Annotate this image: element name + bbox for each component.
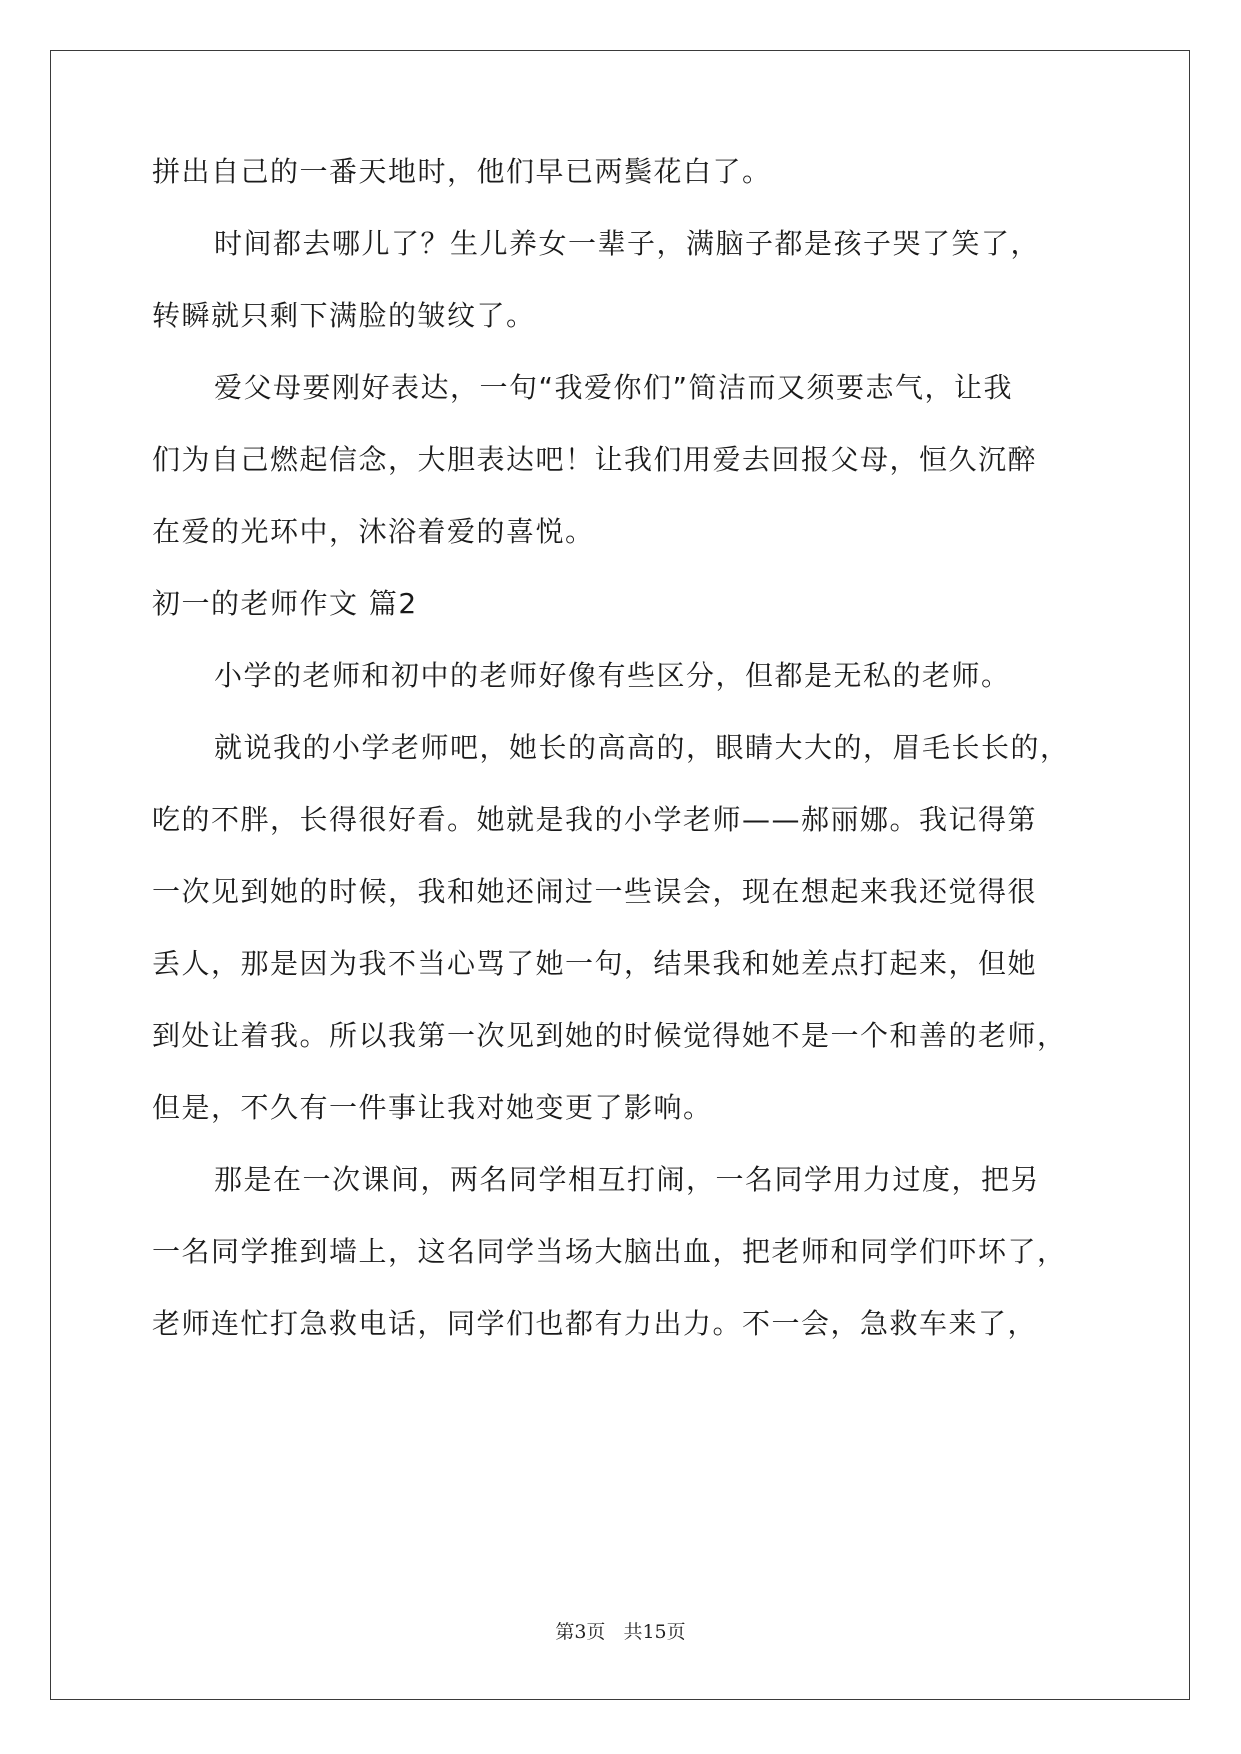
paragraph-line: 到处让着我。所以我第一次见到她的时候觉得她不是一个和善的老师， [152,1019,1067,1052]
paragraph-line: 老师连忙打急救电话，同学们也都有力出力。不一会，急救车来了， [152,1307,1038,1340]
paragraph-line: 但是，不久有一件事让我对她变更了影响。 [152,1091,713,1124]
paragraph-line: 那是在一次课间，两名同学相互打闹，一名同学用力过度，把另 [214,1163,1041,1196]
paragraph-line: 爱父母要刚好表达，一句“我爱你们”简洁而又须要志气，让我 [214,371,1014,404]
paragraph-line: 转瞬就只剩下满脸的皱纹了。 [152,299,536,332]
page-number: 第3页 [555,1621,606,1643]
paragraph-line: 在爱的光环中，沐浴着爱的喜悦。 [152,515,595,548]
paragraph-line: 一次见到她的时候，我和她还闹过一些误会，现在想起来我还觉得很 [152,875,1038,908]
paragraph-line: 就说我的小学老师吧，她长的高高的，眼睛大大的，眉毛长长的， [214,731,1070,764]
section-heading: 初一的老师作文 篇2 [152,587,418,620]
paragraph-line: 时间都去哪儿了？生儿养女一辈子，满脑子都是孩子哭了笑了， [214,227,1041,260]
paragraph-line: 拼出自己的一番天地时，他们早已两鬓花白了。 [152,155,772,188]
paragraph-line: 小学的老师和初中的老师好像有些区分，但都是无私的老师。 [214,659,1011,692]
page-total: 共15页 [623,1621,686,1643]
paragraph-line: 丢人，那是因为我不当心骂了她一句，结果我和她差点打起来，但她 [152,947,1038,980]
paragraph-line: 们为自己燃起信念，大胆表达吧！让我们用爱去回报父母，恒久沉醉 [152,443,1038,476]
page-footer [0,1617,1241,1644]
paragraph-line: 一名同学推到墙上，这名同学当场大脑出血，把老师和同学们吓坏了， [152,1235,1067,1268]
paragraph-line: 吃的不胖，长得很好看。她就是我的小学老师——郝丽娜。我记得第 [152,803,1038,836]
